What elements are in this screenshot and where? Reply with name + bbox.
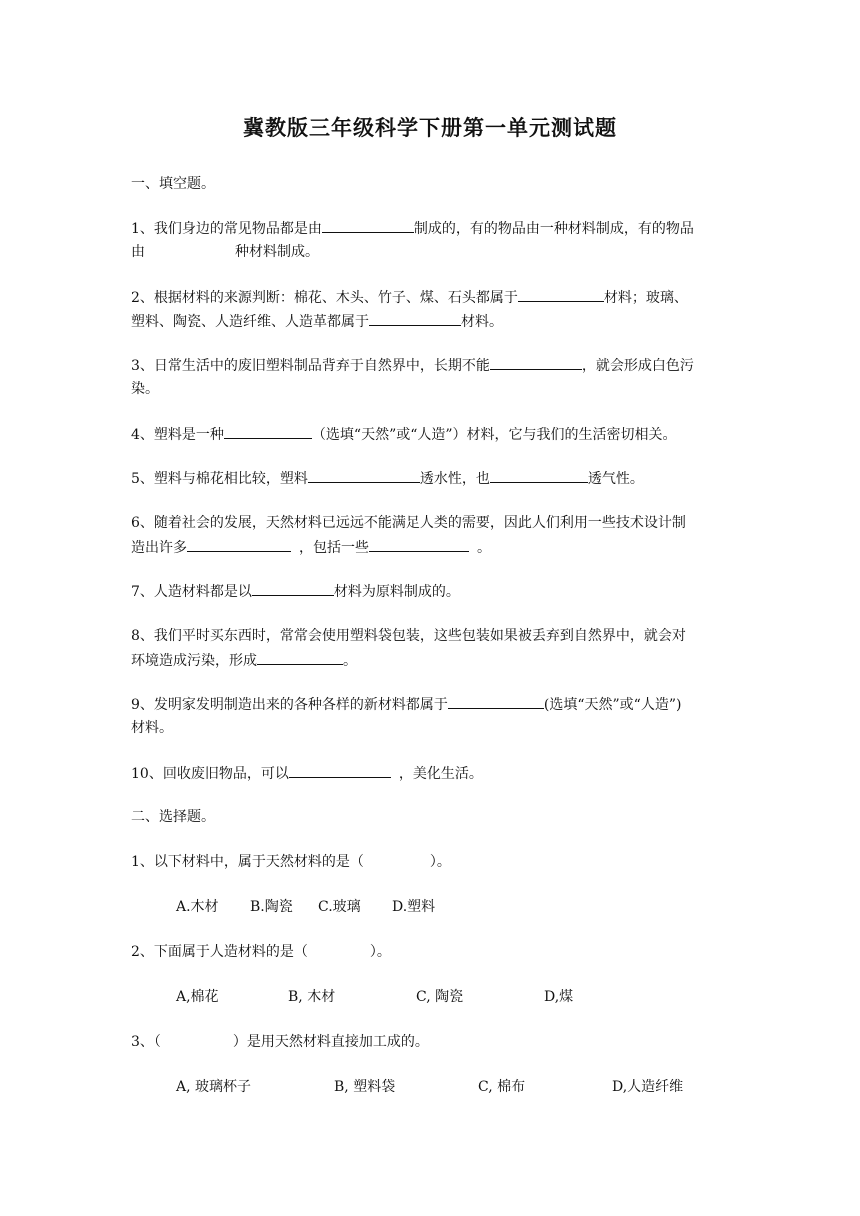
question-8: 8、我们平时买东西时，常常会使用塑料袋包装，这些包装如果被丢弃到自然界中，就会对 — [131, 628, 686, 644]
option-b[interactable]: B, 塑料袋 — [334, 1079, 396, 1095]
answer-blank[interactable] — [252, 581, 334, 596]
answer-blank[interactable] — [369, 537, 469, 552]
choice-question-3: 3、（ ）是用天然材料直接加工成的。 — [131, 1034, 429, 1050]
question-9: 9、发明家发明制造出来的各种各样的新材料都属于 (选填“天然”或“人造”) — [131, 694, 681, 715]
choice-question-2: 2、下面属于人造材料的是（ ）。 — [131, 944, 391, 960]
question-5: 5、塑料与棉花相比较，塑料 透水性，也 透气性。 — [131, 468, 644, 489]
answer-blank[interactable] — [490, 468, 588, 483]
question-6: 6、随着社会的发展，天然材料已远远不能满足人类的需要，因此人们利用一些技术设计制 — [131, 515, 686, 531]
question-1: 1、我们身边的常见物品都是由 制成的，有的物品由一种材料制成，有的物品 — [131, 218, 694, 239]
option-a[interactable]: A, 玻璃杯子 — [176, 1079, 252, 1095]
answer-blank[interactable] — [322, 218, 414, 233]
question-1-cont: 由 种材料制成。 — [131, 244, 319, 260]
question-3-cont: 染。 — [131, 381, 159, 397]
option-c[interactable]: C.玻璃 — [318, 899, 361, 915]
question-10: 10、回收废旧物品，可以 ，美化生活。 — [131, 763, 483, 784]
question-4: 4、塑料是一种 （选填“天然”或“人造”）材料，它与我们的生活密切相关。 — [131, 424, 677, 445]
page-title: 冀教版三年级科学下册第一单元测试题 — [243, 116, 617, 140]
option-b[interactable]: B, 木材 — [288, 989, 336, 1005]
option-c[interactable]: C, 棉布 — [478, 1079, 526, 1095]
question-6-cont: 造出许多 ，包括一些 。 — [131, 537, 491, 558]
section-heading-multiple-choice: 二、选择题。 — [131, 809, 215, 825]
section-heading-fill-blank: 一、填空题。 — [131, 176, 215, 192]
question-7: 7、人造材料都是以 材料为原料制成的。 — [131, 581, 460, 602]
answer-blank[interactable] — [518, 287, 604, 302]
option-b[interactable]: B.陶瓷 — [250, 899, 293, 915]
question-3: 3、日常生活中的废旧塑料制品背弃于自然界中，长期不能 ，就会形成白色污 — [131, 355, 694, 376]
option-d[interactable]: D.塑料 — [392, 899, 436, 915]
question-8-cont: 环境造成污染，形成 。 — [131, 650, 357, 671]
question-2-cont: 塑料、陶瓷、人造纤维、人造革都属于 材料。 — [131, 311, 503, 332]
question-9-cont: 材料。 — [131, 720, 173, 736]
answer-blank[interactable] — [448, 694, 544, 709]
option-c[interactable]: C, 陶瓷 — [416, 989, 464, 1005]
answer-blank[interactable] — [490, 355, 582, 370]
option-d[interactable]: D,煤 — [544, 989, 574, 1005]
answer-blank[interactable] — [308, 468, 420, 483]
question-2: 2、根据材料的来源判断：棉花、木头、竹子、煤、石头都属于 材料；玻璃、 — [131, 287, 688, 308]
answer-blank[interactable] — [224, 424, 312, 439]
choice-question-1: 1、以下材料中，属于天然材料的是（ ）。 — [131, 854, 451, 870]
answer-blank[interactable] — [369, 311, 461, 326]
option-a[interactable]: A,棉花 — [176, 989, 219, 1005]
option-d[interactable]: D,人造纤维 — [612, 1079, 684, 1095]
answer-blank[interactable] — [289, 763, 391, 778]
answer-blank[interactable] — [187, 537, 291, 552]
answer-blank[interactable] — [257, 650, 343, 665]
option-a[interactable]: A.木材 — [176, 899, 219, 915]
